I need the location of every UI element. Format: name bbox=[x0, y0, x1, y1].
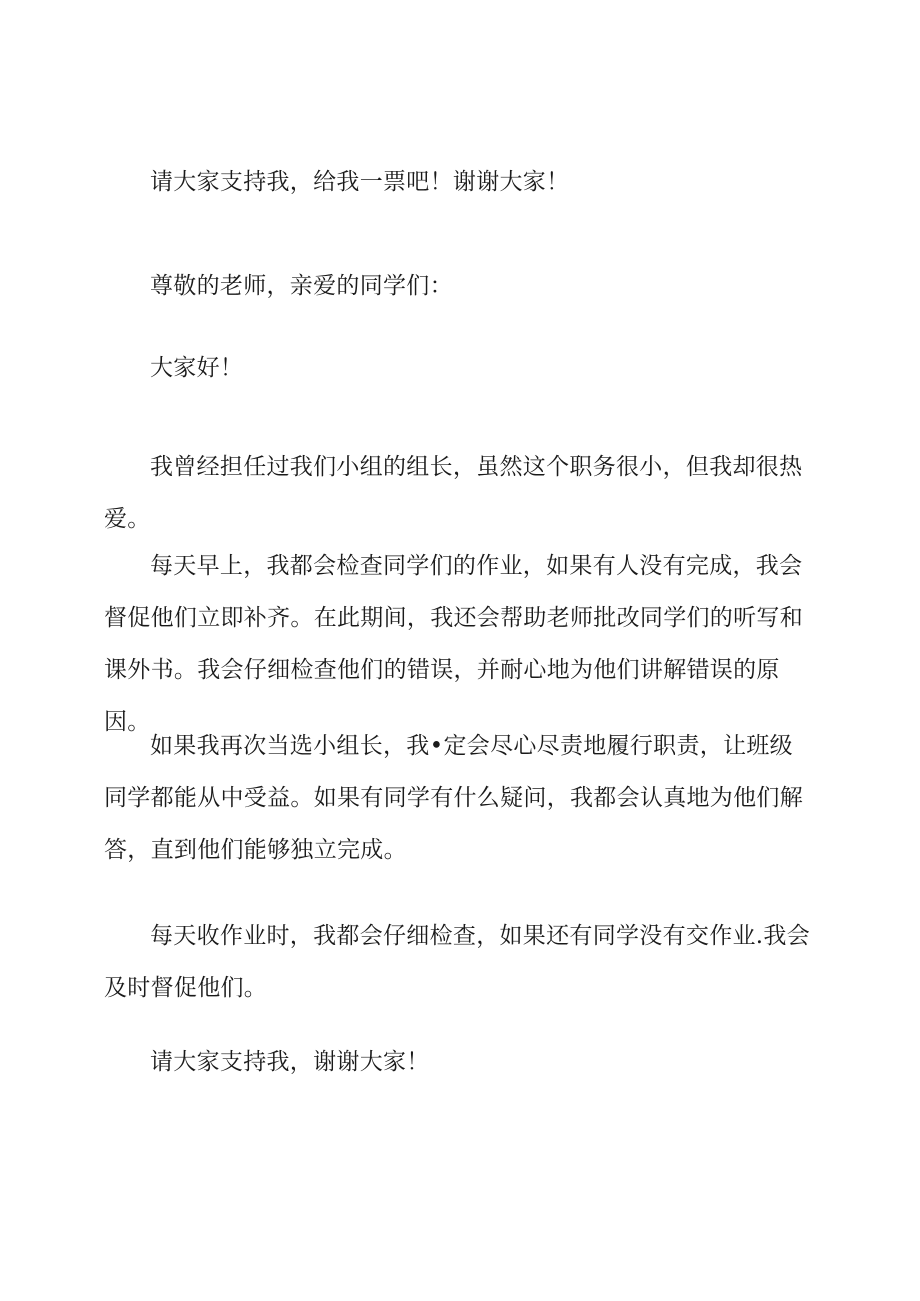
paragraph-homework-check: 每天收作业时，我都会仔细检查，如果还有同学没有交作业.我会及时督促他们。 bbox=[104, 923, 811, 1001]
paragraph-experience: 我曾经担任过我们小组的组长，虽然这个职务很小，但我却很热爱。 bbox=[104, 454, 803, 532]
paragraph-greeting: 大家好！ bbox=[150, 355, 244, 381]
paragraph-promise: 如果我再次当选小组长，我•定会尽心尽责地履行职责，让班级同学都能从中受益。如果有同学有什么疑问，我都会认真地为他们解答，直到他们能够独立完成。 bbox=[104, 733, 803, 863]
paragraph-closing-appeal-vote: 请大家支持我，给我一票吧！谢谢大家！ bbox=[150, 169, 570, 195]
paragraph-closing-thanks: 请大家支持我，谢谢大家！ bbox=[150, 1049, 430, 1075]
paragraph-salutation: 尊敬的老师，亲爱的同学们： bbox=[150, 273, 453, 299]
paragraph-daily-duties: 每天早上，我都会检查同学们的作业，如果有人没有完成，我会督促他们立即补齐。在此期间，我还会帮助老师批改同学们的听写和课外书。我会仔细检查他们的错误，并耐心地为他们讲解错误的原因。 bbox=[104, 553, 803, 735]
